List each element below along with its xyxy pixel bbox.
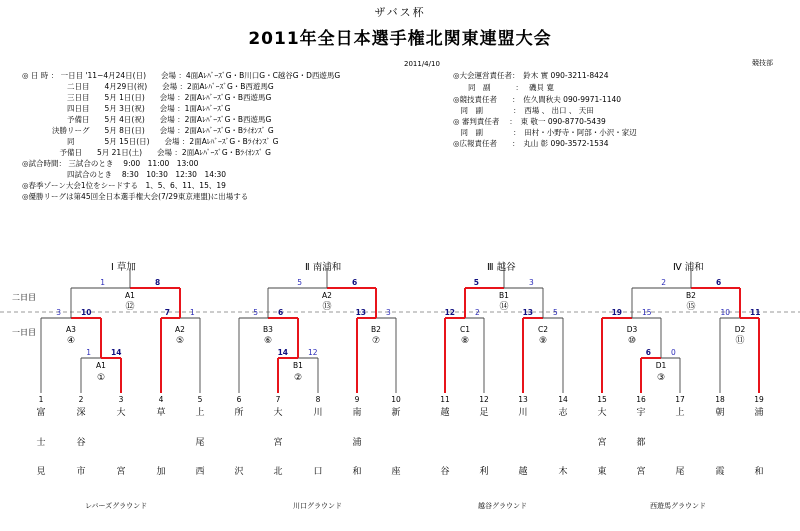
match-score-left: 1 [86,348,91,357]
block-name: Ⅳ 浦和 [673,262,704,273]
team-name-char: 加 [156,467,166,477]
team-name-char: 所 [234,408,244,418]
match-number: ⑩ [627,336,637,346]
match-score-left: 1 [100,278,105,287]
issue-date: 2011/4/10 [404,60,440,68]
ground-name: レバーズグラウンド [85,502,148,510]
match-number: ④ [66,336,76,346]
team-name-char: 座 [391,467,401,477]
staff-line: ◎ 審判責任者 ： 東 敬一 090-8770-5439 [453,117,606,126]
match-number: ⑦ [371,336,381,346]
schedule-line: ◎優勝リーグは第45回全日本選手権大会(7/29東京連盟)に出場する [22,192,249,201]
match-score-left: 13 [355,308,366,317]
schedule-line: 予備日 5月 21日(土) 会場 ：2面AﾚﾊﾞｰｽﾞG・Bﾗｲｵﾝｽﾞ G [22,148,271,157]
team-seed-number: 7 [275,395,281,404]
match-score-right: 5 [553,308,558,317]
match-code: B2 [371,325,381,334]
team-name-char: 大 [273,408,283,418]
match-code: B1 [293,361,303,370]
team-name-char: 東 [597,467,607,477]
ground-name: 越谷グラウンド [478,502,527,510]
match-code: A2 [175,325,185,334]
match-score-right: 6 [278,308,284,317]
schedule-line: 三日目 5月 1日(日) 会場 ：2面AﾚﾊﾞｰｽﾞG・B西遊馬G [22,93,272,102]
match-number: ③ [656,373,666,383]
match-code: B3 [263,325,273,334]
team-seed-number: 10 [391,395,401,404]
team-name-char: 越 [440,408,450,418]
team-seed-number: 19 [754,395,764,404]
match-code: C1 [459,325,471,334]
level-label-day2: 二日目 [12,293,36,302]
team-name-char: 和 [352,467,362,477]
match-score-right: 1 [190,308,195,317]
team-name-char: 市 [76,467,86,477]
staff-line: ◎競技責任者 ： 佐久間秋夫 090-9971-1140 [453,95,622,104]
team-name-char: 川 [313,408,323,418]
match-score-left: 7 [164,308,170,317]
team-seed-number: 17 [675,395,685,404]
team-name-char: 士 [36,438,46,448]
match-number: ⑧ [460,336,470,346]
team-name-char: 川 [518,408,528,418]
schedule-line: 四試合のとき 8:30 10:30 12:30 14:30 [22,170,227,179]
team-name-char: 口 [313,467,323,477]
schedule-line: 決勝リーグ 5月 8日(日) 会場 ：2面AﾚﾊﾞｰｽﾞG・Bﾗｲｵﾝｽﾞ G [22,126,274,135]
schedule-line: ◎ 日 時 ： 一日目 '11−4月24日(日) 会場 ：4面AﾚﾊﾞｰｽﾞG・B川口G・C越谷G・D西遊馬G [22,71,341,80]
block-name: Ⅲ 越谷 [487,262,516,273]
match-score-left: 6 [645,348,651,357]
match-score-right: 6 [716,278,722,287]
bracket-lines [41,268,759,393]
team-name-char: 草 [156,408,166,418]
schedule-line: 四日目 5月 3日(祝) 会場 ：1面AﾚﾊﾞｰｽﾞG [22,104,231,113]
block-name: Ⅰ 草加 [111,262,136,273]
schedule-line: 同 5月 15日(日) 会場 ：2面AﾚﾊﾞｰｽﾞG・Bﾗｲｵﾝｽﾞ G [22,137,279,146]
match-score-left: 5 [253,308,258,317]
schedule-line: ◎春季ゾーン大会1位をシードする 1、5、6、11、15、19 [22,181,226,190]
match-score-left: 14 [277,348,288,357]
team-seed-number: 18 [715,395,725,404]
match-score-right: 10 [81,308,92,317]
team-name-char: 谷 [440,467,450,477]
match-code: A2 [322,291,332,300]
match-code: D3 [626,325,638,334]
match-code: A1 [96,361,106,370]
match-number: ⑪ [735,336,745,346]
team-name-char: 西 [195,467,205,477]
staff-line: ◎大会運営責任者： 鈴木 實 090-3211-8424 [453,71,609,80]
team-name-char: 谷 [76,438,86,448]
match-score-left: 10 [720,308,730,317]
team-name-char: 越 [518,467,528,477]
match-score-right: 0 [671,348,676,357]
team-seed-number: 14 [558,395,568,404]
block-name: Ⅱ 南浦和 [305,262,342,273]
team-name-char: 宮 [273,438,283,448]
match-number: ⑮ [686,302,696,312]
team-name-char: 上 [675,408,685,418]
match-score-left: 12 [444,308,455,317]
team-name-char: 木 [558,467,568,477]
team-name-char: 沢 [234,467,244,477]
team-seed-number: 3 [118,395,124,404]
team-seed-number: 4 [158,395,164,404]
team-name-char: 大 [116,408,126,418]
ground-name: 川口グラウンド [293,502,342,510]
ground-name: 西遊馬グラウンド [650,502,706,510]
organizer-dept: 競技部 [752,59,773,67]
schedule-line: ◎試合時間： 三試合のとき 9:00 11:00 13:00 [22,159,199,168]
team-name-char: 利 [479,467,489,477]
staff-line: ◎広報責任者 ： 丸山 彰 090-3572-1534 [453,139,609,148]
match-score-left: 19 [611,308,622,317]
team-name-char: 浦 [754,408,764,418]
match-score-left: 5 [297,278,302,287]
match-number: ① [96,373,106,383]
team-seed-number: 15 [597,395,607,404]
match-score-right: 2 [475,308,480,317]
match-number: ⑬ [322,302,332,312]
match-score-right: 3 [529,278,534,287]
team-name-char: 深 [76,408,86,418]
team-seed-number: 5 [197,395,203,404]
match-score-right: 12 [308,348,318,357]
team-name-char: 宮 [597,438,607,448]
match-code: A1 [125,291,135,300]
match-score-right: 11 [750,308,761,317]
team-seed-number: 11 [440,395,450,404]
team-name-char: 志 [558,408,568,418]
match-code: D1 [655,361,667,370]
match-number: ⑨ [538,336,548,346]
match-score-left: 3 [56,308,61,317]
team-name-char: 都 [636,438,646,448]
match-score-right: 8 [155,278,161,287]
match-number: ⑭ [499,302,509,312]
team-seed-number: 8 [315,395,321,404]
match-code: C2 [537,325,549,334]
team-name-char: 霞 [715,467,725,477]
cup-name: ザバス杯 [374,6,426,19]
team-name-char: 朝 [715,408,725,418]
team-name-char: 尾 [675,467,685,477]
staff-line: 同 副 ： 西場 、 出口 、 天田 [453,106,594,115]
match-code: B2 [686,291,696,300]
level-label-day1: 一日目 [12,328,36,337]
team-name-char: 尾 [195,438,205,448]
team-name-char: 宮 [116,467,126,477]
team-name-char: 足 [479,408,489,418]
schedule-line: 予備日 5月 4日(祝) 会場 ：2面AﾚﾊﾞｰｽﾞG・B西遊馬G [22,115,272,124]
staff-line: 同 副 ： 磯貝 寛 [453,83,554,92]
team-name-char: 和 [754,467,764,477]
match-score-left: 5 [473,278,479,287]
team-name-char: 上 [195,408,205,418]
team-name-char: 南 [352,408,362,418]
team-seed-number: 12 [479,395,489,404]
team-seed-number: 13 [518,395,528,404]
team-seed-number: 6 [236,395,242,404]
team-name-char: 北 [273,467,283,477]
match-score-left: 2 [661,278,666,287]
team-name-char: 見 [36,467,46,477]
match-score-right: 6 [352,278,358,287]
team-name-char: 新 [391,408,401,418]
team-name-char: 富 [36,408,46,418]
match-score-right: 14 [111,348,122,357]
page-title: 2011年全日本選手権北関東連盟大会 [248,29,552,49]
match-code: B1 [499,291,509,300]
staff-line: 同 副 ： 田村・小野寺・阿部・小沢・家辺 [453,128,637,137]
team-name-char: 宮 [636,467,646,477]
match-code: D2 [734,325,746,334]
team-seed-number: 2 [78,395,84,404]
match-number: ⑫ [125,302,135,312]
team-seed-number: 16 [636,395,646,404]
team-name-char: 浦 [352,438,362,448]
team-name-char: 大 [597,408,607,418]
team-seed-number: 1 [38,395,44,404]
match-score-right: 15 [642,308,652,317]
match-number: ⑤ [175,336,185,346]
schedule-line: 二日目 4月29日(祝) 会場 ：2面AﾚﾊﾞｰｽﾞG・B西遊馬G [22,82,274,91]
match-code: A3 [66,325,76,334]
match-score-left: 13 [522,308,533,317]
team-name-char: 宇 [636,408,646,418]
match-number: ② [293,373,303,383]
match-number: ⑥ [263,336,273,346]
match-score-right: 3 [386,308,391,317]
team-seed-number: 9 [354,395,360,404]
